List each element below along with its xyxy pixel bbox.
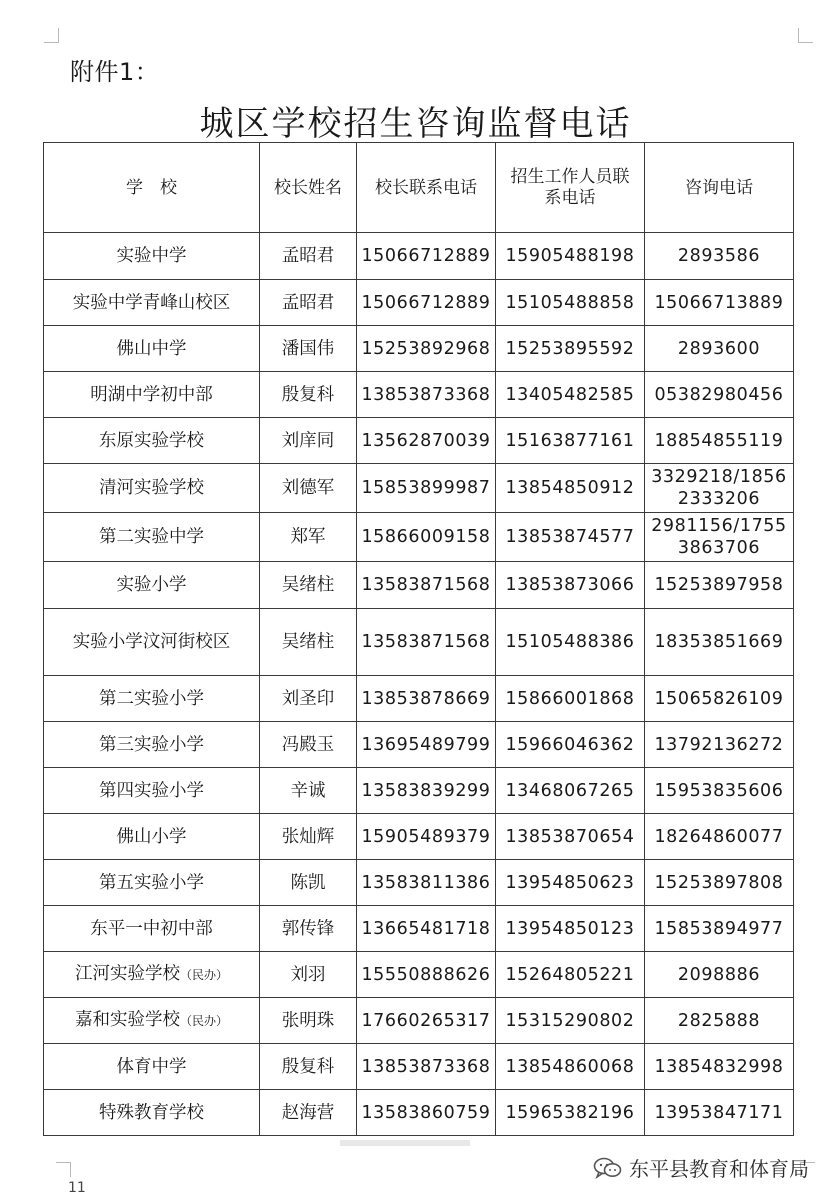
table-row	[44, 722, 794, 768]
consult-phone: 2893600	[645, 326, 794, 372]
header-consult-phone: 咨询电话	[645, 143, 794, 233]
school-name-cell	[44, 513, 260, 562]
staff-phone: 15866001868	[496, 676, 645, 722]
principal-name: 赵海营	[260, 1090, 357, 1136]
school-type-tag: （民办）	[179, 968, 228, 982]
table-row	[44, 418, 794, 464]
table-row	[44, 562, 794, 609]
consult-phone: 15065826109	[645, 676, 794, 722]
page-title: 城区学校招生咨询监督电话	[199, 104, 632, 144]
staff-phone: 13405482585	[496, 372, 645, 418]
school-name: 第二实验中学	[99, 527, 204, 547]
consult-phone: 18264860077	[645, 814, 794, 860]
principal-name: 刘羽	[260, 952, 357, 998]
school-type-tag: （民办）	[179, 1014, 228, 1028]
header-school: 学 校	[44, 143, 260, 233]
page-number: 11	[68, 1180, 86, 1196]
principal-phone: 17660265317	[357, 998, 496, 1044]
principal-phone: 13583871568	[357, 562, 496, 609]
school-name-cell	[44, 768, 260, 814]
header-principal-phone: 校长联系电话	[357, 143, 496, 233]
school-name: 第三实验小学	[99, 734, 204, 755]
principal-phone: 13853873368	[357, 1044, 496, 1090]
principal-name: 潘国伟	[260, 326, 357, 372]
principal-phone: 15066712889	[357, 280, 496, 326]
principal-phone: 13695489799	[357, 722, 496, 768]
header-principal: 校长姓名	[260, 143, 357, 233]
principal-phone: 13853878669	[357, 676, 496, 722]
school-name-cell	[44, 562, 260, 609]
principal-name: 孟昭君	[260, 280, 357, 326]
school-name-cell	[44, 860, 260, 906]
table-body	[44, 233, 794, 1136]
school-name-cell	[44, 722, 260, 768]
principal-phone: 13583860759	[357, 1090, 496, 1136]
staff-phone: 15315290802	[496, 998, 645, 1044]
principal-phone: 15253892968	[357, 326, 496, 372]
table-row	[44, 860, 794, 906]
school-name-cell	[44, 233, 260, 280]
staff-phone: 15105488386	[496, 609, 645, 676]
consult-phone: 3329218/18562333206	[645, 464, 794, 513]
staff-phone: 15253895592	[496, 326, 645, 372]
principal-phone: 15866009158	[357, 513, 496, 562]
principal-phone: 15905489379	[357, 814, 496, 860]
consult-phone: 05382980456	[645, 372, 794, 418]
consult-phone: 13792136272	[645, 722, 794, 768]
consult-phone: 2825888	[645, 998, 794, 1044]
principal-name: 郭传锋	[260, 906, 357, 952]
staff-phone: 15163877161	[496, 418, 645, 464]
consult-phone: 15066713889	[645, 280, 794, 326]
school-name-cell	[44, 372, 260, 418]
consult-phone: 13854832998	[645, 1044, 794, 1090]
staff-phone: 15264805221	[496, 952, 645, 998]
school-name-cell	[44, 1044, 260, 1090]
consult-phone: 15253897808	[645, 860, 794, 906]
header-staff-phone-text: 招生工作人员联系电话	[510, 166, 630, 208]
principal-phone: 15853899987	[357, 464, 496, 513]
principal-phone: 13583811386	[357, 860, 496, 906]
staff-phone: 13854860068	[496, 1044, 645, 1090]
consult-phone: 15253897958	[645, 562, 794, 609]
table-row	[44, 280, 794, 326]
school-name: 清河实验学校	[99, 478, 204, 498]
consult-phone: 15953835606	[645, 768, 794, 814]
table-header-row	[44, 143, 794, 233]
principal-name: 殷复科	[260, 372, 357, 418]
table-row	[44, 609, 794, 676]
consult-phone: 15853894977	[645, 906, 794, 952]
principal-phone: 13853873368	[357, 372, 496, 418]
consult-phone: 13953847171	[645, 1090, 794, 1136]
staff-phone: 15105488858	[496, 280, 645, 326]
principal-name: 吴绪柱	[260, 562, 357, 609]
school-name: 东平一中初中部	[90, 918, 213, 939]
school-name: 第五实验小学	[99, 872, 204, 893]
school-name-cell	[44, 906, 260, 952]
school-name-cell	[44, 326, 260, 372]
table-row	[44, 998, 794, 1044]
school-name: 嘉和实验学校	[74, 1010, 180, 1030]
header-staff-phone	[496, 143, 645, 233]
principal-name: 张明珠	[260, 998, 357, 1044]
staff-phone: 15905488198	[496, 233, 645, 280]
principal-phone: 13583839299	[357, 768, 496, 814]
school-name-cell	[44, 609, 260, 676]
principal-phone: 15550888626	[357, 952, 496, 998]
school-name: 第二实验小学	[99, 688, 204, 709]
consult-phone: 18854855119	[645, 418, 794, 464]
school-name-cell	[44, 280, 260, 326]
principal-phone: 13583871568	[357, 609, 496, 676]
school-name: 佛山中学	[116, 338, 187, 359]
school-name: 第四实验小学	[99, 780, 204, 801]
consult-phone: 2981156/17553863706	[645, 513, 794, 562]
principal-name: 刘圣印	[260, 676, 357, 722]
crop-mark-top-left	[44, 28, 59, 43]
table-row	[44, 1090, 794, 1136]
school-name-cell	[44, 1090, 260, 1136]
staff-phone: 13853870654	[496, 814, 645, 860]
school-name-cell	[44, 814, 260, 860]
footer-brand-text: 东平县教育和体育局	[629, 1157, 809, 1181]
table-row	[44, 906, 794, 952]
staff-phone: 13954850623	[496, 860, 645, 906]
school-name-cell	[44, 676, 260, 722]
staff-phone: 13468067265	[496, 768, 645, 814]
consult-phone: 18353851669	[645, 609, 794, 676]
table-row	[44, 768, 794, 814]
crop-mark-bottom-left	[56, 1162, 71, 1177]
table-row	[44, 233, 794, 280]
staff-phone: 13853874577	[496, 513, 645, 562]
school-name-cell	[44, 418, 260, 464]
principal-name: 刘德军	[260, 464, 357, 513]
staff-phone: 13854850912	[496, 464, 645, 513]
school-name-cell	[44, 464, 260, 513]
principal-name: 郑军	[260, 513, 357, 562]
school-name: 实验小学	[116, 575, 187, 595]
school-name: 实验中学青峰山校区	[72, 292, 231, 313]
consult-phone: 2098886	[645, 952, 794, 998]
wechat-icon	[593, 1156, 623, 1180]
table-row	[44, 676, 794, 722]
school-name: 实验小学汶河街校区	[72, 632, 231, 652]
footer-brand	[593, 1153, 809, 1182]
school-name-cell	[44, 952, 260, 998]
table-row	[44, 814, 794, 860]
school-name: 东原实验学校	[99, 430, 204, 451]
staff-phone: 15965382196	[496, 1090, 645, 1136]
principal-name: 孟昭君	[260, 233, 357, 280]
table-row	[44, 372, 794, 418]
principal-name: 陈凯	[260, 860, 357, 906]
staff-phone: 13853873066	[496, 562, 645, 609]
staff-phone: 13954850123	[496, 906, 645, 952]
principal-phone: 15066712889	[357, 233, 496, 280]
principal-phone: 13562870039	[357, 418, 496, 464]
table-row	[44, 464, 794, 513]
principal-name: 吴绪柱	[260, 609, 357, 676]
table-row	[44, 952, 794, 998]
principal-name: 刘庠同	[260, 418, 357, 464]
contact-table	[43, 142, 794, 1136]
annex-label: 附件1：	[70, 58, 160, 86]
consult-phone: 2893586	[645, 233, 794, 280]
school-name: 体育中学	[116, 1056, 187, 1077]
school-name: 实验中学	[116, 246, 187, 266]
principal-name: 冯殿玉	[260, 722, 357, 768]
school-name: 特殊教育学校	[99, 1102, 204, 1123]
school-name: 明湖中学初中部	[90, 384, 213, 405]
school-name: 江河实验学校	[74, 964, 180, 984]
principal-phone: 13665481718	[357, 906, 496, 952]
principal-name: 辛诚	[260, 768, 357, 814]
table-row	[44, 1044, 794, 1090]
table-row	[44, 513, 794, 562]
school-name: 佛山小学	[116, 826, 187, 847]
principal-name: 张灿辉	[260, 814, 357, 860]
table-row	[44, 326, 794, 372]
crop-mark-top-right	[798, 28, 813, 43]
school-name-cell	[44, 998, 260, 1044]
staff-phone: 15966046362	[496, 722, 645, 768]
watermark-strip	[340, 1140, 470, 1146]
principal-name: 殷复科	[260, 1044, 357, 1090]
